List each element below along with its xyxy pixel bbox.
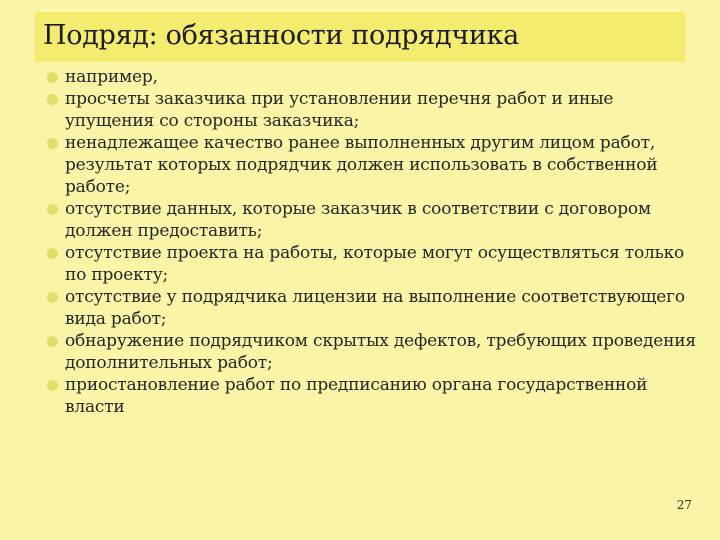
bullet-item xyxy=(46,374,696,418)
bullet-dot-icon xyxy=(47,336,58,347)
bullet-item xyxy=(46,330,696,374)
bullet-item xyxy=(46,198,696,242)
bullet-text: отсутствие данных, которые заказчик в соответствии с договором должен предоставить; xyxy=(65,199,651,241)
bullet-text: например, xyxy=(65,67,158,87)
bullet-item xyxy=(46,66,696,88)
bullet-list xyxy=(46,66,696,418)
bullet-text: отсутствие у подрядчика лицензии на выполнение соответствующего вида работ; xyxy=(65,287,685,329)
bullet-dot-icon xyxy=(47,94,58,105)
bullet-text: обнаружение подрядчиком скрытых дефектов, требующих проведения дополнительных работ; xyxy=(65,331,696,373)
title-band xyxy=(35,12,685,62)
bullet-item xyxy=(46,132,696,198)
bullet-dot-icon xyxy=(47,72,58,83)
bullet-dot-icon xyxy=(47,380,58,391)
bullet-item xyxy=(46,242,696,286)
bullet-text: отсутствие проекта на работы, которые могут осуществляться только по проекту; xyxy=(65,243,685,285)
bullet-text: просчеты заказчика при установлении перечня работ и иные упущения со стороны заказчика; xyxy=(65,89,614,131)
bullet-text: ненадлежащее качество ранее выполненных другим лицом работ, результат которых подрядчик должен использовать в собственной работе; xyxy=(65,133,658,197)
bullet-dot-icon xyxy=(47,292,58,303)
bullet-dot-icon xyxy=(47,204,58,215)
bullet-dot-icon xyxy=(47,138,58,149)
bullet-dot-icon xyxy=(47,248,58,259)
page-number: 27 xyxy=(676,498,692,512)
bullet-text: приостановление работ по предписанию органа государственной власти xyxy=(65,375,648,417)
bullet-item xyxy=(46,286,696,330)
bullet-item xyxy=(46,88,696,132)
slide-title: Подряд: обязанности подрядчика xyxy=(43,20,519,51)
